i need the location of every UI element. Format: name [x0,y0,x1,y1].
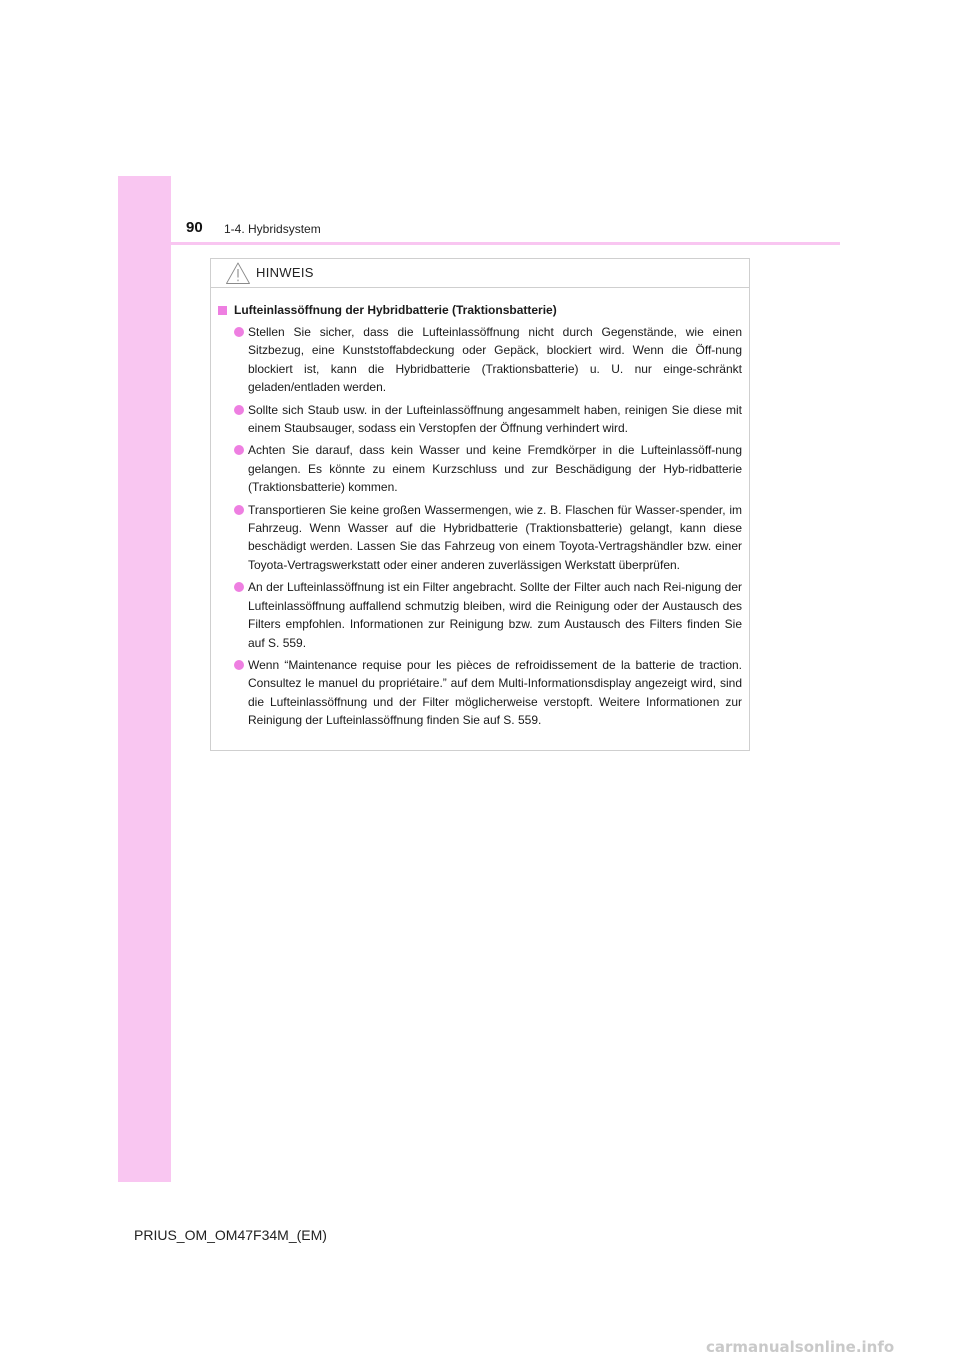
dot-bullet-icon [234,405,244,415]
notice-body [211,288,749,730]
bullet-text: Achten Sie darauf, dass kein Wasser und keine Fremdkörper in die Lufteinlassöff-nung gelangen. Es könnte zu einem Kurzschluss und zur Beschädigung der Hyb-ridbatterie (Traktionsbatterie) kommen. [248,443,742,495]
side-margin-strip [118,176,171,1182]
bullet-text: Transportieren Sie keine großen Wassermengen, wie z. B. Flaschen für Wasser-spender, im Fahrzeug. Wenn Wasser auf die Hybridbatterie (Traktionsbatterie) gelangt, kann diese beschädigt werden. Lassen Sie das Fahrzeug von einem Toyota-Vertragshändler bzw. einer Toyota-Vertragswerkstatt oder einer anderen zuverlässigen Werkstatt überprüfen. [248,502,742,572]
header-rule [118,242,840,245]
watermark: carmanualsonline.info [706,1338,895,1356]
notice-label: HINWEIS [256,265,314,280]
bullet-text: An der Lufteinlassöffnung ist ein Filter angebracht. Sollte der Filter auch nach Rei-nigung der Lufteinlassöffnung auffallend schmutzig bleiben, wird die Reinigung oder der Austausch des Filters empfohlen. Informationen zur Reinigung bzw. zum Austausch des Filters finden Sie auf S. 559. [248,580,742,650]
bullet-item [217,501,743,575]
square-bullet-icon [218,306,227,315]
bullet-text: Sollte sich Staub usw. in der Lufteinlassöffnung angesammelt haben, reinigen Sie diese mit einem Staubsauger, sodass ein Verstopfen der Öffnung verhindert wird. [248,402,742,436]
bullet-item [217,578,743,652]
dot-bullet-icon [234,582,244,592]
dot-bullet-icon [234,505,244,515]
bullet-item [217,323,743,397]
bullet-text: Stellen Sie sicher, dass die Lufteinlassöffnung nicht durch Gegenstände, wie einen Sitzbezug, eine Kunststoffabdeckung oder Gepäck, blockiert wird. Wenn die Öff-nung blockiert ist, kann die Hybridbatterie (Traktionsbatterie) u. U. nur einge-schränkt geladen/entladen werden. [248,325,742,395]
bullet-item [217,656,743,730]
notice-box [210,258,750,751]
dot-bullet-icon [234,445,244,455]
document-code: PRIUS_OM_OM47F34M_(EM) [134,1227,327,1243]
bullet-text: Wenn “Maintenance requise pour les pièces de refroidissement de la batterie de traction. Consultez le manuel du propriétaire.” auf dem Multi-Informationsdisplay angezeigt wird, sind die Lufteinlassöffnung und der Filter möglicherweise verstopft. Weitere Informationen zur Reinigung der Lufteinlassöffnung finden Sie auf S. 559. [248,657,742,728]
notice-header [211,259,749,288]
bullet-item [217,441,743,496]
topic-heading [217,302,743,319]
page-number: 90 [186,219,203,236]
section-title: 1-4. Hybridsystem [224,222,321,236]
dot-bullet-icon [234,327,244,337]
bullet-item [217,401,743,438]
warning-triangle-icon [225,261,251,285]
topic-heading-text: Lufteinlassöffnung der Hybridbatterie (Traktionsbatterie) [234,303,557,317]
dot-bullet-icon [234,660,244,670]
